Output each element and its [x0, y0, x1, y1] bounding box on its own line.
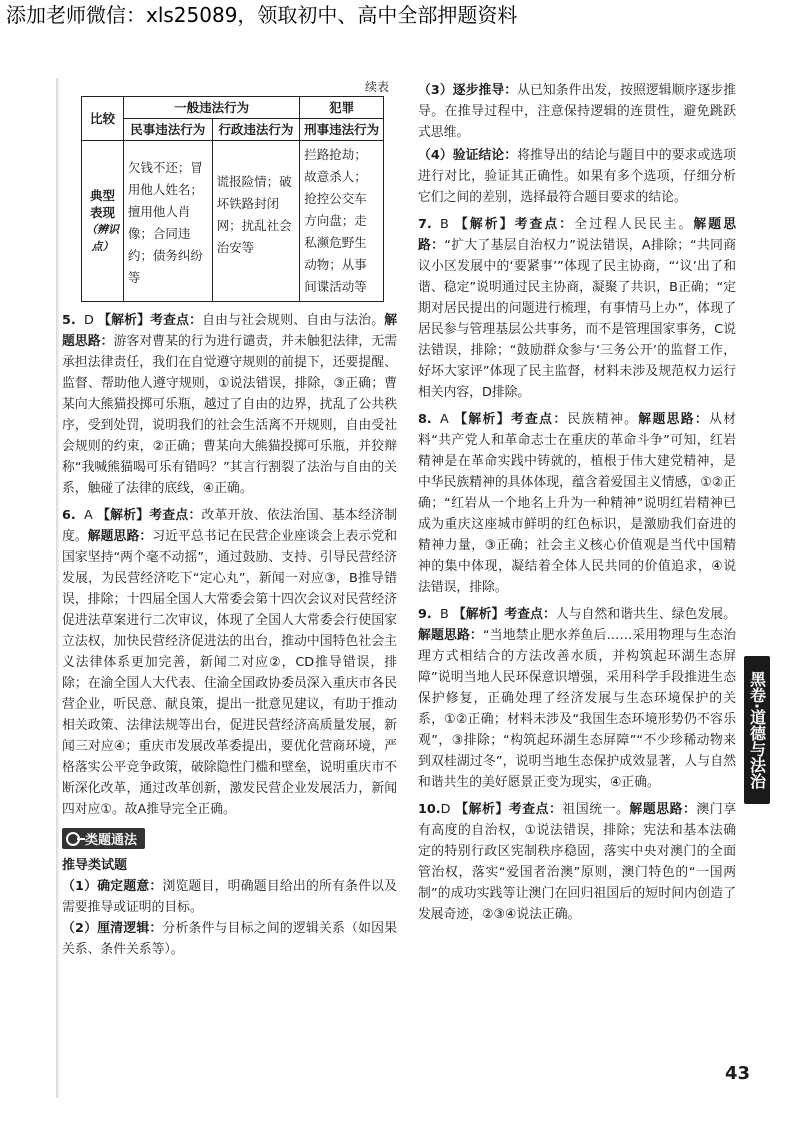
method-step-label: （1）确定题意： — [62, 878, 163, 894]
answer-letter: A — [84, 508, 93, 523]
method-step-text: 将推导出的结论与题目中的要求或选项进行对比，验证其正确性。如果有多个选项，仔细分析它们之间的差别，选择最符合题目要求的结论。 — [418, 148, 736, 205]
page-number: 43 — [724, 1063, 750, 1084]
left-column — [62, 80, 397, 960]
method-step-label: （4）验证结论： — [418, 148, 518, 163]
table-header-civil: 民事违法行为 — [123, 119, 212, 141]
thinking-label: 解题思路： — [62, 313, 398, 349]
table-header-compare: 比较 — [82, 97, 124, 141]
method-step-text: 从已知条件出发，按照逻辑顺序逐步推导。在推导过程中，注意保持逻辑的连贯性，避免跳跃式思维。 — [418, 83, 736, 140]
analysis-tag: 【解析】 — [98, 313, 151, 328]
question-number: 8. — [418, 412, 432, 427]
answer-8 — [418, 409, 736, 598]
answer-9 — [418, 604, 736, 793]
thinking-label: 解题思路： — [638, 412, 710, 427]
analysis-tag: 【解析】 — [455, 802, 509, 817]
table-row-head — [82, 141, 124, 302]
knowledge-label: 考查点： — [149, 508, 202, 523]
answer-body: “当地禁止肥水养鱼后……采用物理与生态治理方式相结合的方法改善水质，并构筑起环湖生态屏障”说明当地人民环保意识增强，采用科学手段推进生态保护修复，正确处理了经济发展与生态环境保护的关系，①②正确；材料未涉及“我国生态环境形势仍不容乐观”，③排除；“构筑起环湖生态屏障”“不少珍稀动物来到双桂湖过冬”，说明当地生态保护成效显著，人与自然和谐共生的美好愿景正变为现实，④正确。 — [418, 628, 736, 790]
knowledge-label: 考查点： — [508, 802, 563, 817]
analysis-tag: 【解析】 — [454, 217, 515, 232]
answer-body: 习近平总书记在民营企业座谈会上表示党和国家坚持“两个毫不动摇”，通过鼓励、支持、引导民营经济发展，为民营经济吃下“定心丸”，新闻一对应③，B推导错误，排除；十四届全国人大常委会第十四次会议对民营经济促进法草案进行二次审议，体现了全国人大常委会行使国家立法权，加快民营经济促进法的出台，推动中国特色社会主义法律体系更加完善，新闻二对应②，CD推导错误，排除；在渝全国人大代表、住渝全国政协委员深入重庆市各民营企业，听民意、献良策，提出一批意见建议，有助于推动相关政策、法律法规等出台，促进民营经济高质量发展，新闻三对应④；重庆市发展改革委提出，要优化营商环境，严格落实公平竞争政策，破除隐性门槛和壁垒，说明重庆市不断深化改革，通过改革创新，激发民营企业发展活力，新闻四对应①。故A推导完全正确。 — [62, 529, 398, 817]
scan-binding-shadow — [56, 78, 60, 1098]
analysis-tag: 【解析】 — [452, 607, 505, 622]
answer-body: 从材料“共产党人和革命志士在重庆的革命斗争”可知，红岩精神是在革命实践中铸就的，植根于伟大建党精神，是中华民族精神的具体体现，蕴含着爱国主义情感，①②正确；“红岩从一个地名上升为一种精神”说明红岩精神已成为重庆这座城市鲜明的红色标识，是激励我们奋进的精神力量，③正确；社会主义核心价值观是当代中国精神的集中体现，凝结着全体人民共同的价值追求，④说法错误，排除。 — [418, 412, 737, 595]
table-cell-admin: 谎报险情；破坏铁路封闭网；扰乱社会治安等 — [212, 141, 300, 302]
answer-letter: B — [440, 607, 449, 622]
analysis-tag: 【解析】 — [97, 508, 150, 523]
answer-letter: D — [440, 802, 451, 817]
thinking-label: 解题思路： — [418, 217, 737, 253]
answer-6 — [62, 505, 397, 820]
question-number: 6. — [62, 508, 76, 523]
knowledge-point: 全过程人民民主。 — [574, 217, 694, 232]
method-step-label: （2）厘清逻辑： — [62, 920, 163, 936]
knowledge-label: 考查点： — [514, 217, 575, 232]
answer-letter: D — [84, 313, 94, 328]
answer-letter: A — [440, 412, 449, 427]
table-header-general: 一般违法行为 — [123, 97, 299, 119]
subject-side-tab: 黑卷·道德与法治 — [744, 656, 770, 804]
table-caption: 续表 — [364, 80, 389, 94]
row-head-sub: （辨识点） — [85, 223, 119, 253]
knowledge-label: 考查点： — [504, 607, 556, 622]
method-step-label: （3）逐步推导： — [418, 83, 518, 98]
watermark-banner: 添加老师微信：xls25089，领取初中、高中全部押题资料 — [6, 3, 518, 27]
knowledge-point: 民族精神。 — [567, 412, 639, 427]
answer-7 — [418, 214, 736, 403]
knowledge-point: 祖国统一。 — [562, 802, 630, 817]
question-number: 10. — [418, 802, 441, 817]
comparison-table — [81, 96, 384, 302]
answer-body: 游客对曹某的行为进行谴责，并未触犯法律，无需承担法律责任，我们在自觉遵守规则的前提下，还要提醒、监督、帮助他人遵守规则，①说法错误，排除，③正确；曹某向大熊猫投掷可乐瓶，越过了自由的边界，扰乱了公共秩序，受到处罚，说明我们的社会生活离不开规则，自由受社会规则的约束，②正确；曹某向大熊猫投掷可乐瓶，并狡辩称“我喊熊猫喝可乐有错吗？”其言行割裂了法治与自由的关系，触碰了法律的底线，④正确。 — [62, 334, 398, 496]
thinking-label: 解题思路： — [87, 529, 153, 544]
thinking-label: 解题思路： — [629, 802, 697, 817]
answer-5 — [62, 310, 397, 499]
answer-letter: B — [440, 217, 449, 232]
answer-body: 澳门享有高度的自治权，①说法错误，排除；宪法和基本法确定的特别行政区宪制秩序稳固，落实中央对澳门的全面管治权，落实“爱国者治澳”原则，澳门特色的“一国两制”的成功实践等让澳门在回归祖国后的短时间内创造了发展奇迹，②③④说法正确。 — [418, 802, 737, 922]
method-step-1 — [62, 876, 397, 918]
method-step-2 — [62, 918, 397, 960]
table-header-crime: 犯罪 — [300, 97, 384, 119]
row-head-main: 典型表现 — [89, 188, 115, 220]
analysis-tag: 【解析】 — [454, 412, 511, 427]
table-header-criminal: 刑事违法行为 — [300, 119, 384, 141]
method-step-3 — [418, 80, 736, 143]
answer-body: “扩大了基层自治权力”说法错误，A排除；“共同商议小区发展中的‘要紧事’”体现了民主协商，“‘议’出了和谐、稳定”说明通过民主协商，凝聚了共识，B正确；“定期对居民提出的问题进行梳理，有事情马上办”，体现了居民参与管理基层公共事务，而不是管理国家事务，C说法错误，排除；“鼓励群众参与‘三务公开’的监督工作，好坏大家评”体现了民主监督，材料未涉及规范权力运行相关内容，D排除。 — [418, 238, 736, 400]
question-number: 9. — [418, 607, 432, 622]
knowledge-point: 自由与社会规则、自由与法治。 — [202, 313, 385, 328]
knowledge-label: 考查点： — [510, 412, 568, 427]
key-icon — [66, 832, 80, 846]
knowledge-label: 考查点： — [150, 313, 203, 328]
knowledge-point: 改革开放、依法治国、基本经济制度。 — [62, 508, 398, 544]
method-badge — [62, 828, 145, 849]
question-number: 7. — [418, 217, 432, 232]
method-badge-label: 类题通法 — [85, 833, 138, 848]
method-title: 推导类试题 — [62, 857, 128, 873]
table-cell-criminal: 拦路抢劫；故意杀人；抢控公交车方向盘；走私濒危野生动物；从事间谍活动等 — [300, 141, 384, 302]
thinking-label: 解题思路： — [418, 628, 483, 643]
answer-10 — [418, 799, 736, 925]
method-step-4 — [418, 145, 736, 208]
method-step-text: 浏览题目，明确题目给出的所有条件以及需要推导或证明的目标。 — [62, 878, 398, 915]
table-header-admin: 行政违法行为 — [212, 119, 300, 141]
knowledge-point: 人与自然和谐共生、绿色发展。 — [555, 607, 737, 622]
method-step-text: 分析条件与目标之间的逻辑关系（如因果关系、条件关系等）。 — [62, 920, 398, 957]
question-number: 5. — [62, 313, 76, 328]
right-column — [418, 80, 736, 925]
table-cell-civil: 欠钱不还；冒用他人姓名；擅用他人肖像；合同违约；债务纠纷等 — [123, 141, 212, 302]
